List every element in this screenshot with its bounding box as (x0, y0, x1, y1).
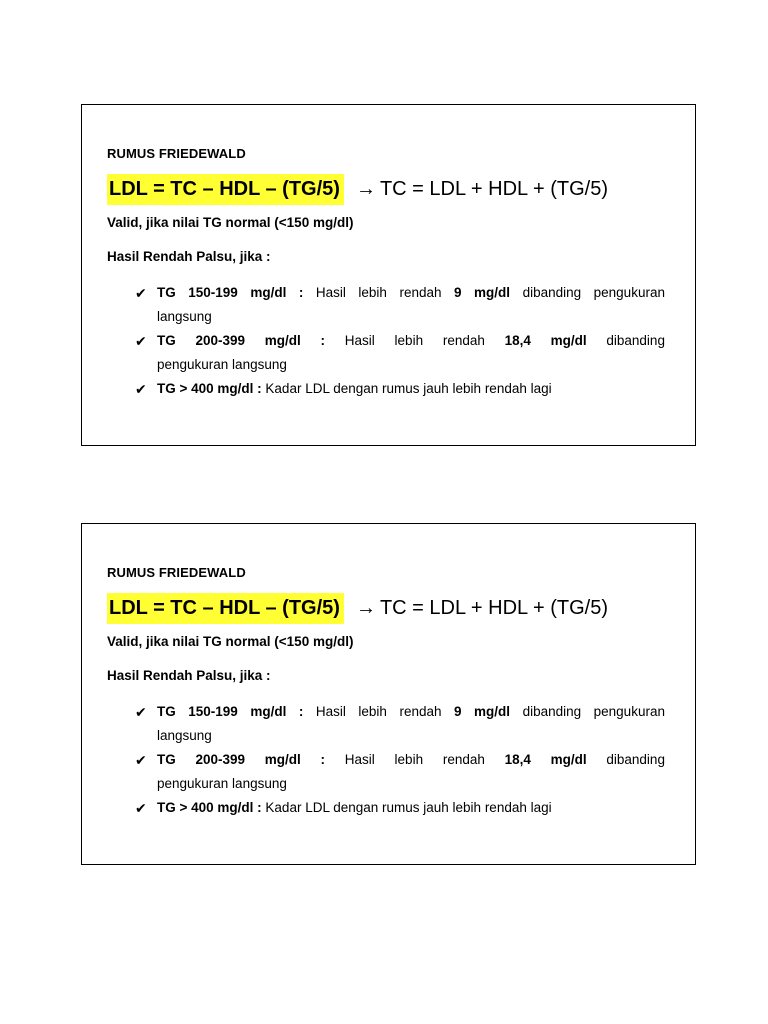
checkmark-icon: ✔ (135, 285, 147, 301)
card-title: RUMUS FRIEDEWALD (107, 146, 246, 161)
validity-note: Valid, jika nilai TG normal (<150 mg/dl) (107, 634, 354, 649)
checkmark-icon: ✔ (135, 333, 147, 349)
list-item (107, 700, 665, 748)
list-item-text: pengukuran langsung (157, 357, 287, 372)
arrow-right-icon: → (355, 596, 376, 619)
list-item-text: Hasil lebih rendah (344, 752, 485, 767)
false-low-heading: Hasil Rendah Palsu, jika : (107, 668, 271, 683)
checkmark-icon: ✔ (135, 704, 147, 720)
list-item-text: dibanding (606, 333, 665, 348)
formula-card-1 (81, 104, 696, 446)
list-item-line (157, 748, 665, 772)
difference-value: 18,4 mg/dl (504, 333, 587, 348)
list-item-text: Kadar LDL dengan rumus jauh lebih rendah lagi (265, 381, 552, 396)
formula-card-2 (81, 523, 696, 865)
list-item-text: dibanding pengukuran (522, 704, 665, 719)
ldl-formula-highlight: LDL = TC – HDL – (TG/5) (107, 174, 344, 205)
validity-note: Valid, jika nilai TG normal (<150 mg/dl) (107, 215, 354, 230)
list-item (107, 329, 665, 377)
difference-value: 9 mg/dl (454, 704, 511, 719)
arrow-right-icon: → (355, 177, 376, 200)
list-item (107, 748, 665, 796)
tg-range-label: TG 200-399 mg/dl : (157, 333, 326, 348)
checkmark-icon: ✔ (135, 800, 147, 816)
tc-formula: TC = LDL + HDL + (TG/5) (379, 596, 608, 619)
false-low-heading: Hasil Rendah Palsu, jika : (107, 249, 271, 264)
list-item (107, 796, 665, 820)
list-item-text: langsung (157, 728, 212, 743)
condition-list (107, 700, 665, 820)
difference-value: 18,4 mg/dl (504, 752, 587, 767)
list-item-text: langsung (157, 309, 212, 324)
checkmark-icon: ✔ (135, 381, 147, 397)
tg-range-label: TG 200-399 mg/dl : (157, 752, 326, 767)
list-item-text: dibanding (606, 752, 665, 767)
list-item-text: dibanding pengukuran (522, 285, 665, 300)
list-item-text: Hasil lebih rendah (315, 285, 442, 300)
tg-range-label: TG 150-199 mg/dl : (157, 704, 304, 719)
list-item-text: Kadar LDL dengan rumus jauh lebih rendah lagi (265, 800, 552, 815)
list-item-line (157, 281, 665, 305)
tg-range-label: TG > 400 mg/dl : (157, 381, 262, 396)
formula-row (107, 591, 665, 625)
list-item-text: pengukuran langsung (157, 776, 287, 791)
list-item-text: Hasil lebih rendah (315, 704, 442, 719)
list-item (107, 281, 665, 329)
difference-value: 9 mg/dl (454, 285, 511, 300)
tc-formula: TC = LDL + HDL + (TG/5) (379, 177, 608, 200)
checkmark-icon: ✔ (135, 752, 147, 768)
list-item-line (157, 329, 665, 353)
card-title: RUMUS FRIEDEWALD (107, 565, 246, 580)
tg-range-label: TG > 400 mg/dl : (157, 800, 262, 815)
formula-row (107, 172, 665, 206)
condition-list (107, 281, 665, 401)
list-item-text: Hasil lebih rendah (344, 333, 485, 348)
list-item (107, 377, 665, 401)
ldl-formula-highlight: LDL = TC – HDL – (TG/5) (107, 593, 344, 624)
list-item-line (157, 700, 665, 724)
tg-range-label: TG 150-199 mg/dl : (157, 285, 304, 300)
